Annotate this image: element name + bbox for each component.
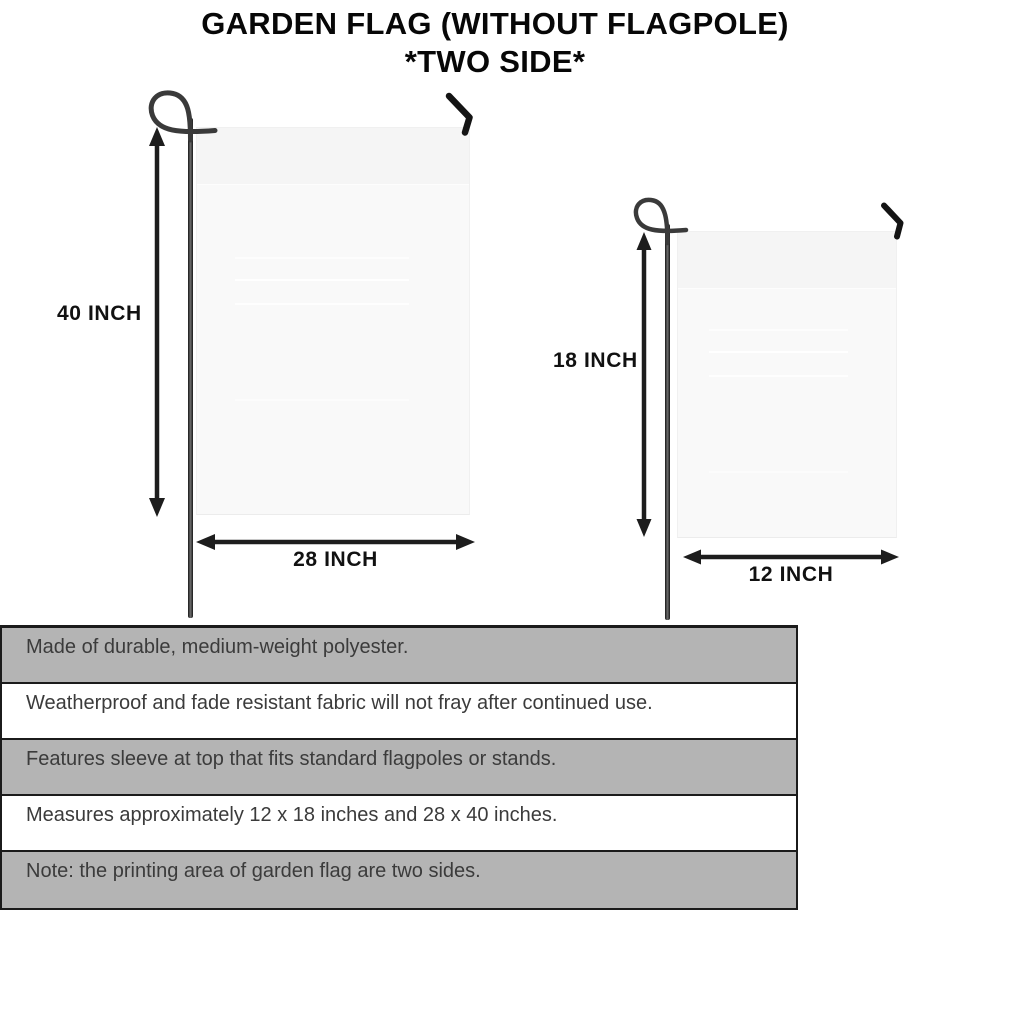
title-line-1: GARDEN FLAG (WITHOUT FLAGPOLE) [201, 6, 789, 41]
spec-row-measurements: Measures approximately 12 x 18 inches and 28 x 40 inches. [2, 796, 796, 852]
spec-row-sleeve: Features sleeve at top that fits standard flagpoles or stands. [2, 740, 796, 796]
title-line-2: *TWO SIDE* [404, 43, 586, 79]
dimension-label-width-small: 12 INCH [748, 563, 834, 586]
dimension-label-height-small: 18 INCH [553, 349, 638, 372]
flagpole-hook-large-icon [449, 96, 470, 133]
flagpole-loop-large-icon [151, 93, 215, 140]
height-arrow-large [149, 127, 165, 517]
spec-row-note: Note: the printing area of garden flag are two sides. [2, 852, 796, 908]
spec-row-weatherproof: Weatherproof and fade resistant fabric will not fray after continued use. [2, 684, 796, 740]
spec-row-material: Made of durable, medium-weight polyester. [2, 628, 796, 684]
dimension-label-height-large: 40 INCH [57, 302, 142, 325]
spec-table [0, 625, 798, 910]
flagpole-hook-small-icon [884, 206, 901, 237]
height-arrow-small [637, 232, 652, 537]
dimension-label-width-large: 28 INCH [293, 548, 378, 571]
